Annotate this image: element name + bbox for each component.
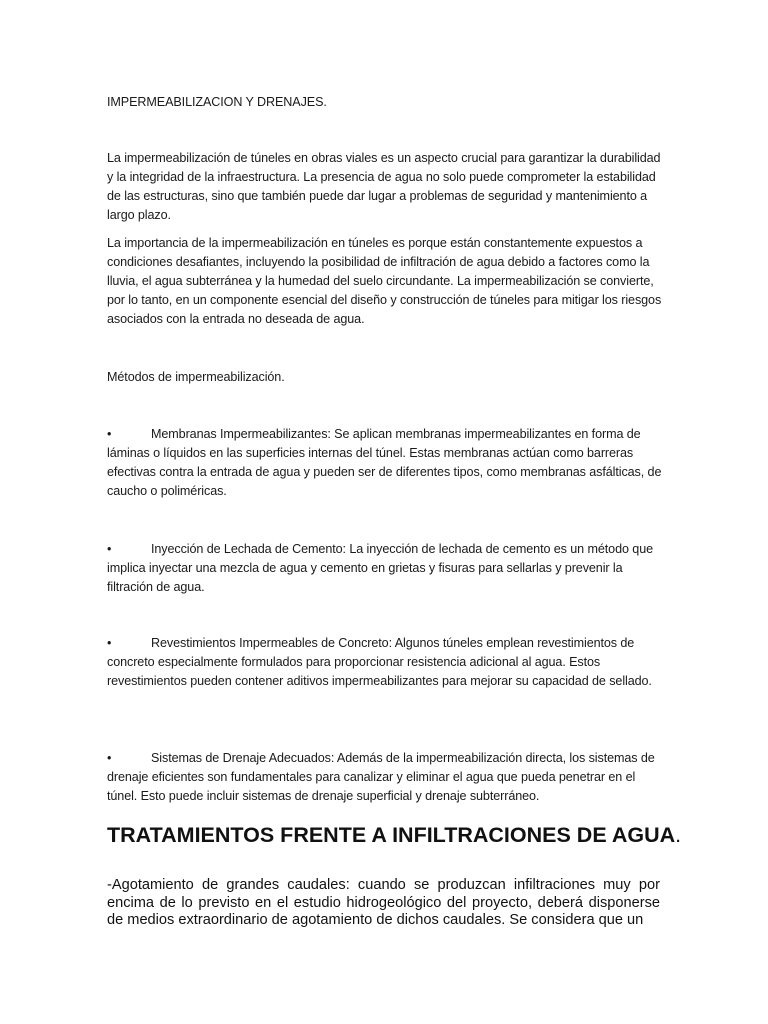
bullet-mark: • — [107, 636, 112, 650]
section-paragraph: -Agotamiento de grandes caudales: cuando se produzcan infiltraciones muy por encima de lo previsto en el estudio hidrogeológico del proyecto, deberá disponerse de medios extraordinario de agotamiento de dichos caudales. Se considera que un — [107, 877, 660, 928]
document-title: IMPERMEABILIZACION Y DRENAJES. — [107, 95, 327, 109]
bullet-text: Inyección de Lechada de Cemento: La inyección de lechada de cemento es un método que implica inyectar una mezcla de agua y cemento en grietas y fisuras para sellarlas y prevenir la filtración de agua. — [107, 542, 653, 594]
bullet-text: Revestimientos Impermeables de Concreto: Algunos túneles emplean revestimientos de concreto especialmente formulados para proporcionar resistencia adicional al agua. Estos revestimientos pueden contener aditivos impermeabilizantes para mejorar su capacidad de sellado. — [107, 636, 652, 688]
bullet-item — [107, 634, 667, 691]
bullet-text: Membranas Impermeabilizantes: Se aplican membranas impermeabilizantes en forma de láminas o líquidos en las superficies internas del túnel. Estas membranas actúan como barreras efectivas contra la entrada de agua y pueden ser de diferentes tipos, como membranas asfálticas, de caucho o poliméricas. — [107, 427, 662, 498]
bullet-item — [107, 540, 667, 597]
bullet-mark: • — [107, 751, 112, 765]
methods-heading: Métodos de impermeabilización. — [107, 370, 285, 384]
importance-paragraph: La importancia de la impermeabilización en túneles es porque están constantemente expuestos a condiciones desafiantes, incluyendo la posibilidad de infiltración de agua debido a factores como la lluvia, el agua subterránea y la humedad del suelo circundante. La impermeabilización se convierte, por lo tanto, en un componente esencial del diseño y construcción de túneles para mitigar los riesgos asociados con la entrada no deseada de agua. — [107, 236, 662, 326]
bullet-mark: • — [107, 542, 112, 556]
section-heading-dot: . — [675, 823, 682, 847]
bullet-item — [107, 749, 667, 806]
bullet-mark: • — [107, 427, 112, 441]
bullet-text: Sistemas de Drenaje Adecuados: Además de la impermeabilización directa, los sistemas de drenaje eficientes son fundamentales para canalizar y eliminar el agua que pueda penetrar en el túnel. Esto puede incluir sistemas de drenaje superficial y drenaje subterráneo. — [107, 751, 655, 803]
intro-paragraph: La impermeabilización de túneles en obras viales es un aspecto crucial para garantizar la durabilidad y la integridad de la infraestructura. La presencia de agua no solo puede comprometer la estabilidad de las estructuras, sino que también puede dar lugar a problemas de seguridad y mantenimiento a largo plazo. — [107, 151, 661, 222]
section-heading-text: TRATAMIENTOS FRENTE A INFILTRACIONES DE AGUA — [107, 823, 676, 847]
bullet-item — [107, 425, 667, 501]
section-heading — [107, 822, 707, 848]
